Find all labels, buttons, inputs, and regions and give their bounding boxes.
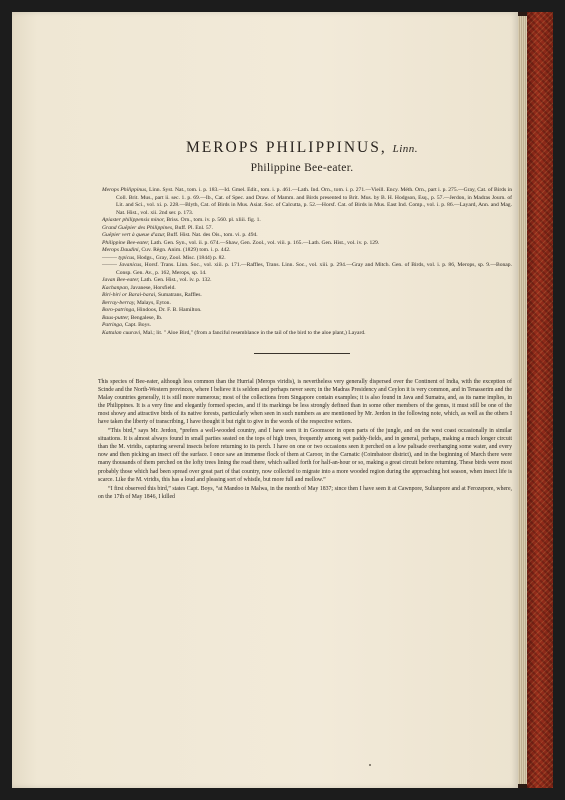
synonym-entry xyxy=(102,247,512,255)
synonym-name: Apiaster philippensis minor, xyxy=(102,217,165,223)
synonym-reference: Buff. Hist. Nat. des Ois., tom. vi. p. 494. xyxy=(166,232,258,238)
paragraph: “I first observed this bird,” states Capt. Boys, “at Mandoo in Malwa, in the month of May 1837; since then I have seen it at Cawnpore, Sultanpore and at Ferozepore, where, on the 17th of May 1846, I killed xyxy=(98,485,512,500)
synonym-entry xyxy=(102,277,512,285)
synonym-entry xyxy=(102,225,512,233)
synonym-entry xyxy=(102,240,512,248)
marbled-cover-edge xyxy=(527,12,553,788)
synonym-reference: Hindoos, Dr. F. B. Hamilton. xyxy=(136,307,202,313)
synonym-reference: Horsf. Trans. Linn. Soc., vol. xiii. p. 171.—Raffles, Trans. Linn. Soc., vol. xiii. p. 294.—Gray and Mitch. Gen. of Birds, vol. i. p. 86, Merops, sp. 9.—Bonap. Consp. Gen. Av., p. 162, Merops, sp. 14. xyxy=(116,262,512,276)
synonym-reference: Sumatrans, Raffles. xyxy=(157,292,202,298)
synonym-reference: Linn. Syst. Nat., tom. i. p. 183.—Id. Gmel. Edit., tom. i. p. 461.—Lath. Ind. Orn., tom. i. p. 271.—Vieill. Ency. Méth. Orn., part i. p. 275.—Gray, Cat. of Birds in Coll. Brit. Mus., part ii. sec. 1. p. 69.—Ib., Cat. of Spec. and Draw. of Mamm. and Birds presented to Brit. Mus. by B. H. Hodgson, Esq., p. 57.—Jerdon, in Madras Journ. of Lit. and Sci., vol. xi. p. 228.—Blyth, Cat. of Birds in Mus. Asiat. Soc. of Calcutta, p. 52.—Horsf. Cat. of Birds in Mus. East Ind. Comp., vol. i. p. 86.—Layard, Ann. and Mag. Nat. Hist., vol. xii. 2nd ser. p. 173. xyxy=(116,187,512,216)
synonym-entry xyxy=(102,300,512,308)
synonym-entry xyxy=(102,307,512,315)
synonym-reference: Lath. Gen. Hist., vol. iv. p. 132. xyxy=(140,277,212,283)
synonym-name: Kattalan cuuravi, xyxy=(102,329,142,336)
synonym-name: Patringa, xyxy=(102,322,124,328)
page-mark xyxy=(369,764,371,766)
synonym-entry xyxy=(102,315,512,323)
synonym-name: Guêpier vert à queue d'azur, xyxy=(102,232,166,238)
synonym-name: Philippine Bee-eater, xyxy=(102,239,150,246)
paragraph: This species of Bee-eater, although less common than the Hurrial (Merops viridis), is nevertheless very generally dispersed over the Continent of India, with the exception of Scinde and the North-Western provinces, where I believe it is seldom and perhaps never seen; in the Madras Presidency and Ceylon it is very common, and in Tenasserim and the Malay countries generally, it is still more numerous; most of the collections from Singapore contain examples; it is also found in Java and Sumatra, and, as its name implies, in the Philippines. It is a very fine and elegantly formed species, and if its markings be less strongly defined than in some other members of the genus, it must still be one of the most showy and attractive birds of its native forests, particularly when seen in such numbers as are mentioned by Mr. Jerdon in the following note, which, as well as the others I have taken the liberty of transcribing, I have thought it but right to give in the words of the respective writers. xyxy=(98,379,512,426)
synonym-reference: Javanese, Horsfield. xyxy=(130,284,176,291)
synonym-entry xyxy=(102,292,512,300)
synonym-name: Merops Philippinus, xyxy=(102,187,148,193)
species-authority: Linn. xyxy=(392,143,419,155)
synonym-reference: Capt. Boys. xyxy=(124,322,151,328)
page-content xyxy=(92,139,512,502)
synonym-reference: Hodgs., Gray, Zool. Misc. (1844) p. 82. xyxy=(136,254,226,261)
synonym-name: Boro-patringa, xyxy=(102,307,136,313)
synonym-reference: Lath. Gen. Syn., vol. ii. p. 674.—Shaw, Gen. Zool., vol. viii. p. 165.—Lath. Gen. Hist., vol. iv. p. 129. xyxy=(150,239,380,246)
book-page xyxy=(12,12,518,788)
common-name: Philippine Bee-eater. xyxy=(250,162,354,174)
synonym-reference: Buff. Pl. Enl. 57. xyxy=(174,224,213,231)
page-edges xyxy=(518,16,527,784)
synonym-entry xyxy=(102,330,512,338)
synonymy-list xyxy=(92,187,512,337)
synonym-entry xyxy=(102,255,512,263)
paragraph: “This bird,” says Mr. Jerdon, “prefers a well-wooded country, and I have seen it in Goomsoor in open parts of the jungle, and on the west coast occasionally in similar situations. It is almost always found in small parties seated on the tops of high trees, frequently among wet paddy-fields, and in general, perhaps, making a much longer circuit than the M. viridis, capturing several insects before returning to its perch. I have on one or two occasions seen it perched on a low palisade overhanging some water, and every now and then picking an insect off the surface. I once saw an immense flock of them at Caroor, in the Carnatic (Coimbatoor district), and in the beginning of March there were many thousands of them perched on the lofty trees lining the road there, which sallied forth for half-an-hour or so, making a great circuit before returning. These birds were most probably those which had been spread over great part of that country, now collected to migrate into a more wooded region during the approaching hot season, when insect life is scarce. Like the M. viridis, this has a loud and pleasing sort of whistle, but more full and mellow.” xyxy=(98,428,512,483)
synonym-name: Grand Guêpier des Philippines, xyxy=(102,224,174,231)
species-name: MEROPS PHILIPPINUS, xyxy=(185,139,387,156)
synonym-name: ——— typicus, xyxy=(102,254,136,261)
synonym-entry xyxy=(102,322,512,330)
section-divider xyxy=(254,353,350,354)
body-text xyxy=(98,378,512,501)
synonym-entry xyxy=(102,285,512,293)
book-scan xyxy=(12,12,553,788)
synonym-reference: Briss. Orn., tom. iv. p. 560. pl. xliii. fig. 1. xyxy=(166,217,261,223)
synonym-reference: Mal.; lit. " Aloe Bird," (from a fanciful resemblance in the tail of the bird to the aloe plant,) Layard. xyxy=(142,329,366,336)
synonym-reference: Cuv. Règn. Anim. (1829) tom. i. p. 442. xyxy=(141,247,231,253)
synonym-name: Kachanpan, xyxy=(102,284,130,291)
synonym-entry xyxy=(102,187,512,217)
synonym-name: Berray-berray, xyxy=(102,299,136,306)
synonym-name: Biri-biri or Barai-barai, xyxy=(102,292,157,298)
synonym-entry xyxy=(102,232,512,240)
synonym-name: Javan Bee-eater, xyxy=(102,277,140,283)
synonym-reference: Malays, Eyton. xyxy=(136,299,171,306)
species-title xyxy=(92,139,512,158)
synonym-reference: Bengalese, Ib. xyxy=(130,314,163,321)
synonym-name: Merops Daudini, xyxy=(102,247,141,253)
synonym-name: Baus-putter, xyxy=(102,314,130,321)
synonym-entry xyxy=(102,217,512,225)
synonym-entry xyxy=(102,262,512,277)
synonym-name: ——— Javanicus, xyxy=(102,262,143,268)
